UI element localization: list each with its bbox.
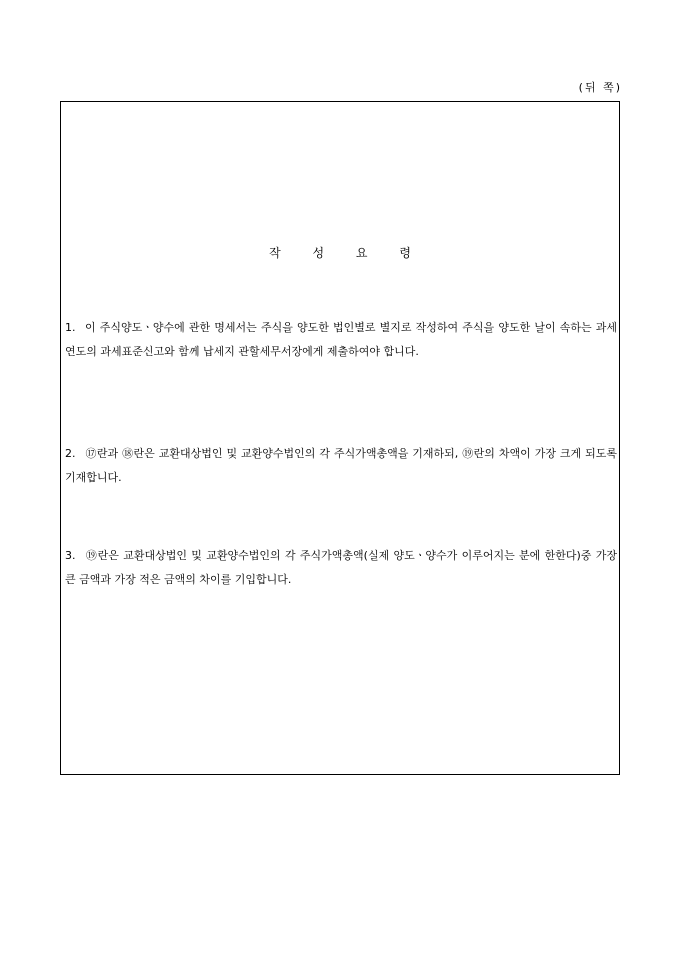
writing-guide-box xyxy=(60,101,620,775)
guide-item-2 xyxy=(65,442,617,490)
guide-item-1-text: 이 주식양도ㆍ양수에 관한 명세서는 주식을 양도한 법인별로 별지로 작성하여 주식을 양도한 날이 속하는 과세연도의 과세표준신고와 함께 납세지 관할세무서장에게 제출하여야 합니다. xyxy=(65,321,617,358)
guide-item-3-number: 3. xyxy=(65,549,76,562)
page-side-label: (뒤 쪽) xyxy=(578,81,622,94)
guide-item-3-text: ⑲란은 교환대상법인 및 교환양수법인의 각 주식가액총액(실제 양도ㆍ양수가 이루어지는 분에 한한다)중 가장 큰 금액과 가장 적은 금액의 차이를 기입합니다. xyxy=(65,549,617,586)
guide-title: 작 성 요 령 xyxy=(269,246,425,260)
guide-item-1-number: 1. xyxy=(65,321,76,334)
guide-item-1 xyxy=(65,316,617,364)
guide-item-3 xyxy=(65,544,617,592)
guide-item-2-text: ⑰란과 ⑱란은 교환대상법인 및 교환양수법인의 각 주식가액총액을 기재하되, ⑲란의 차액이 가장 크게 되도록 기재합니다. xyxy=(65,447,617,484)
guide-item-2-number: 2. xyxy=(65,447,76,460)
